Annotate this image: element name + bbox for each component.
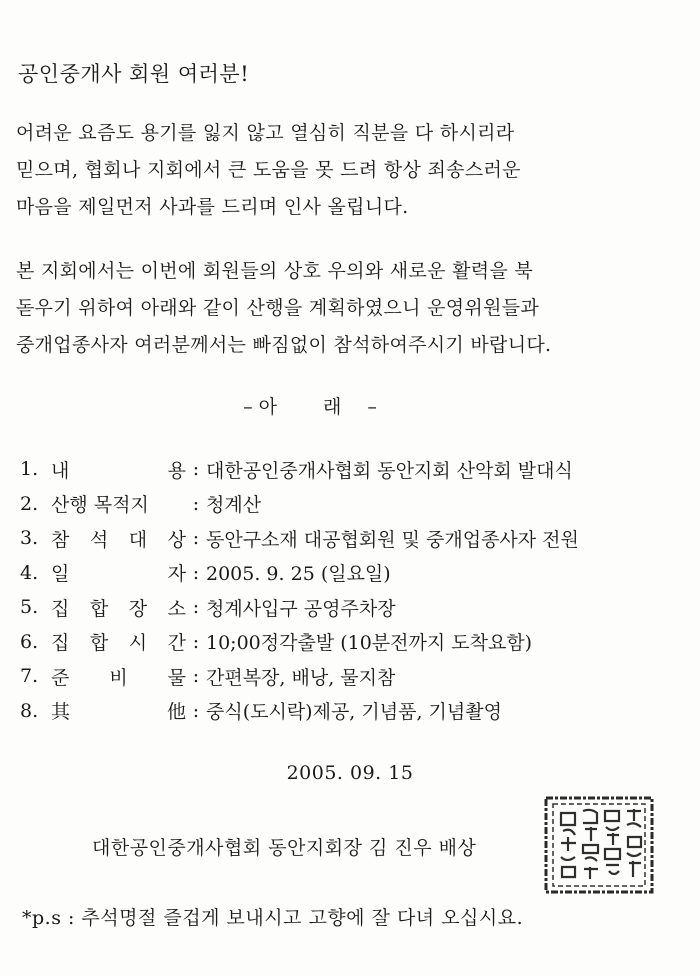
list-item	[20, 694, 680, 729]
item-number: 3.	[20, 527, 39, 550]
item-value: 청계산	[206, 494, 262, 517]
list-item	[20, 590, 680, 625]
item-number: 2.	[20, 492, 39, 515]
item-label-char: 他	[166, 701, 186, 724]
item-colon: :	[192, 527, 200, 550]
official-seal-stamp	[543, 793, 655, 897]
list-item	[20, 659, 680, 694]
list-item	[20, 625, 680, 660]
item-colon: :	[192, 665, 200, 688]
item-label-char: 其	[51, 701, 71, 724]
item-label-char: 일	[51, 563, 70, 586]
item-number: 1.	[20, 458, 39, 481]
item-number: 8.	[20, 699, 39, 722]
item-colon: :	[192, 699, 200, 722]
item-label-char: 비	[109, 666, 128, 689]
list-item	[20, 452, 680, 487]
item-number: 7.	[20, 665, 39, 688]
paragraph-intro-line: 어려운 요즘도 용기를 잃지 않고 열심히 직분을 다 하시리라	[16, 122, 515, 144]
item-label	[51, 559, 186, 586]
item-label	[51, 490, 186, 517]
paragraph-intro-line: 마음을 제일먼저 사과를 드리며 인사 올립니다.	[16, 196, 409, 218]
list-item	[20, 487, 680, 522]
item-label-char: 합	[89, 632, 109, 655]
item-label-char: 시	[128, 632, 148, 655]
greeting: 공인중개사 회원 여러분!	[18, 62, 250, 86]
details-list	[20, 452, 680, 728]
item-label-char: 물	[167, 666, 186, 689]
item-label-char: 석	[89, 528, 109, 551]
item-colon: :	[192, 561, 200, 584]
paragraph-invitation-line: 돋우기 위하여 아래와 같이 산행을 계획하였으니 운영위원들과	[16, 297, 540, 319]
item-value: 중식(도시락)제공, 기념품, 기념촬영	[206, 701, 502, 724]
section-heading: – 아 래 –	[243, 396, 377, 418]
item-value: 2005. 9. 25 (일요일)	[206, 563, 391, 586]
item-number: 6.	[20, 630, 39, 653]
item-colon: :	[192, 492, 200, 515]
item-label	[51, 628, 186, 655]
item-label	[51, 697, 186, 724]
item-label-char: 소	[167, 597, 186, 620]
item-label-char: 준	[51, 666, 70, 689]
item-label-char: 자	[167, 563, 186, 586]
paragraph-invitation-line: 본 지회에서는 이번에 회원들의 상호 우의와 새로운 활력을 북	[16, 260, 534, 282]
item-label-char: 합	[89, 597, 109, 620]
item-label-char: 집	[51, 597, 70, 620]
item-label-char: 간	[167, 632, 186, 655]
list-item	[20, 521, 680, 556]
paragraph-intro-line: 믿으며, 협회나 지회에서 큰 도움을 못 드려 항상 죄송스러운	[16, 159, 521, 181]
paragraph-invitation	[16, 253, 656, 364]
section-heading-text: 아 래	[258, 396, 362, 418]
postscript: *p.s : 추석명절 즐겁게 보내시고 고향에 잘 다녀 오십시요.	[22, 907, 524, 929]
item-colon: :	[192, 630, 200, 653]
item-label-char: 장	[128, 597, 148, 620]
paragraph-intro	[16, 115, 656, 226]
item-label-char: 용	[167, 459, 186, 482]
list-item	[20, 556, 680, 591]
paragraph-invitation-line: 중개업종사자 여러분께서는 빠짐없이 참석하여주시기 바랍니다.	[16, 334, 552, 356]
item-label-char: 상	[167, 528, 186, 551]
item-colon: :	[192, 596, 200, 619]
letter-date: 2005. 09. 15	[286, 762, 414, 784]
item-label-char: 집	[51, 632, 70, 655]
item-value: 간편복장, 배낭, 물지참	[206, 666, 396, 689]
item-colon: :	[192, 458, 200, 481]
item-label-char: 참	[51, 528, 70, 551]
item-number: 4.	[20, 561, 39, 584]
sender-signature-line: 대한공인중개사협회 동안지회장 김 진우 배상	[92, 837, 477, 859]
item-label-char: 대	[128, 528, 148, 551]
item-value: 10;00정각출발 (10분전까지 도착요함)	[206, 632, 533, 655]
item-value: 청계사입구 공영주차장	[206, 597, 396, 620]
item-label-char: 내	[51, 459, 70, 482]
item-number: 5.	[20, 596, 39, 619]
item-label	[51, 525, 186, 552]
item-label-char: 산행 목적지	[51, 494, 149, 517]
item-label	[51, 456, 186, 483]
item-value: 동안구소재 대공협회원 및 중개업종사자 전원	[206, 528, 579, 551]
item-label	[51, 594, 186, 621]
item-label	[51, 663, 186, 690]
item-value: 대한공인중개사협회 동안지회 산악회 발대식	[206, 459, 573, 482]
